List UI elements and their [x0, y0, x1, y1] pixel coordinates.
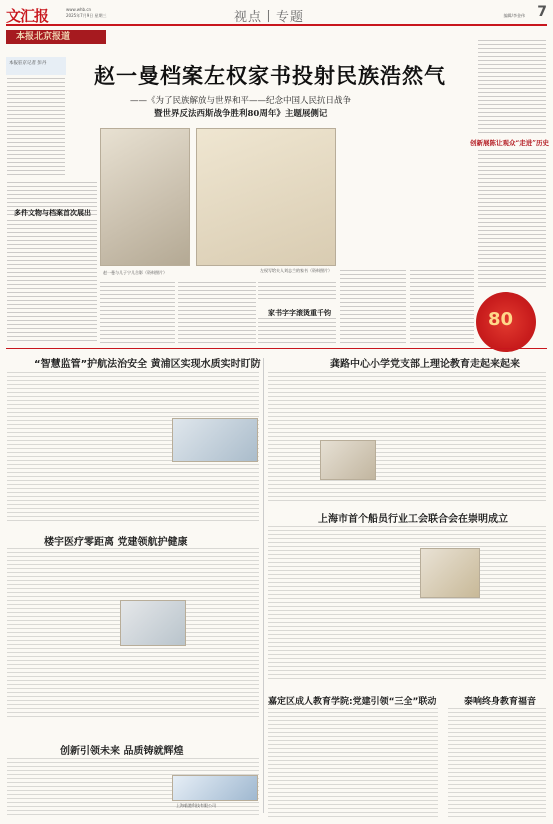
sidebar-text-main	[478, 150, 546, 290]
subtitle-line-2: 暨世界反法西斯战争胜利80周年》主题展侧记	[154, 109, 328, 119]
article-4-body	[268, 526, 546, 681]
article-5-title: 创新引领未来 品质铸就辉煌	[60, 742, 183, 757]
article-3-photo	[120, 600, 186, 646]
feature-body-col1b	[7, 220, 97, 342]
newspaper-logo: 文汇报	[6, 7, 49, 25]
feature-title: 赵一曼档案左权家书投射民族浩然气	[94, 63, 446, 88]
page-editor: 编辑/李金伟	[503, 13, 525, 18]
column-divider	[263, 358, 264, 813]
article-5-photo	[172, 775, 258, 801]
section-name: 视点丨专题	[234, 10, 305, 25]
feature-byline: 本报驻京记者 彭丹	[9, 61, 47, 66]
feature-body-col3	[178, 282, 256, 344]
article-1-title: “智慧监管”护航法治安全 黄浦区实现水质实时盯防	[34, 355, 261, 370]
anniversary-badge-text: 80	[488, 309, 514, 330]
letter-photo-zuo-quan	[196, 128, 336, 266]
article-6-title: 嘉定区成人教育学院:党建引领“三全”联动	[268, 694, 436, 707]
historic-photo-zhao-yiman	[100, 128, 190, 266]
feature-body-col5	[340, 270, 406, 344]
article-3-title: 楼宇医疗零距离 党建领航护健康	[44, 533, 187, 548]
article-5-caption: 上海临港科技有限公司	[176, 803, 216, 808]
feature-subtitle	[130, 95, 430, 121]
photo-caption-right: 左权写给夫人刘志兰的家书（资料照片）	[260, 268, 332, 273]
subtitle-line-1: ——《为了民族解放与世界和平——纪念中国人民抗日战争	[130, 96, 352, 106]
feature-body-col4b	[258, 318, 336, 344]
photo-caption-left: 赵一曼与儿子宁儿合影（资料照片）	[103, 270, 167, 275]
byline-text	[7, 78, 65, 178]
page-number: 7	[537, 4, 547, 20]
article-4-photo	[420, 548, 480, 598]
article-2-body	[268, 372, 546, 502]
article-7-title: 泰响终身教育福音	[464, 694, 536, 707]
masthead-url: www.whb.cn	[66, 7, 92, 12]
article-4-title: 上海市首个船员行业工会联合会在崇明成立	[318, 510, 508, 525]
section-divider	[6, 348, 547, 349]
article-2-photo	[320, 440, 376, 480]
feature-body-col2	[100, 282, 175, 344]
section-heading-2: 家书字字滚烫重千钧	[268, 308, 331, 317]
article-2-title: 龚路中心小学党支部上理论教育走起来起来	[330, 355, 520, 370]
article-7-body	[448, 708, 546, 818]
feature-banner: 本报北京报道	[6, 30, 106, 44]
article-6-body	[268, 708, 438, 818]
masthead-date: 2025年7月9日 星期三	[66, 13, 107, 18]
feature-body-col6	[410, 270, 474, 344]
sidebar-heading: 创新展陈让观众“走进”历史	[470, 139, 549, 147]
feature-body-col4a	[258, 282, 336, 300]
masthead	[6, 4, 547, 26]
masthead-meta	[66, 7, 107, 19]
anniversary-badge	[476, 292, 536, 352]
article-1-photo	[172, 418, 258, 462]
section-heading-1: 多件文物与档案首次展出	[14, 208, 91, 217]
sidebar-text-top	[478, 40, 546, 134]
